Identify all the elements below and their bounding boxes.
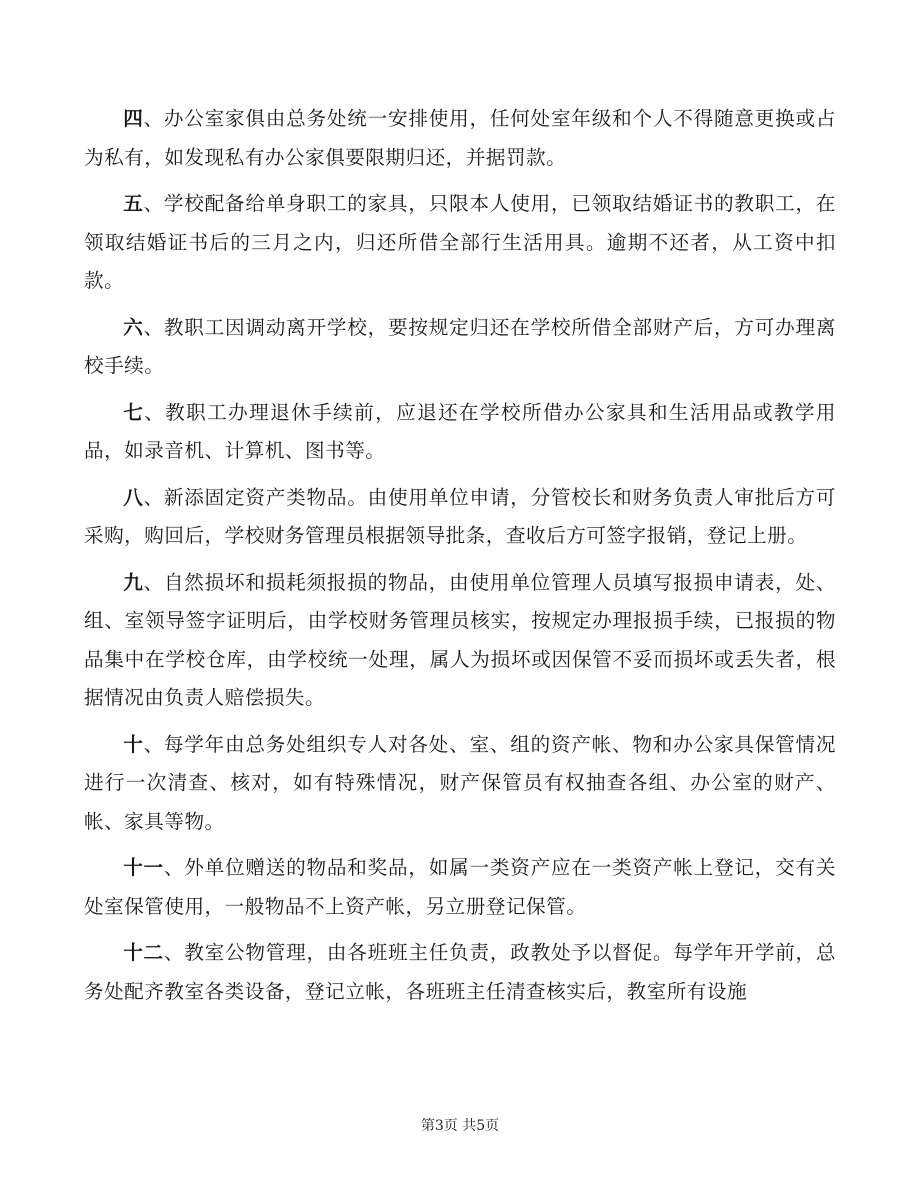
paragraph-lead: 七 (123, 400, 145, 424)
paragraph-5 (84, 185, 836, 301)
paragraph-text: 、办公室家俱由总务处统一安排使用，任何处室年级和个人不得随意更换或占为私有，如发现私有办公家俱要限期归还，并据罚款。 (84, 107, 836, 169)
paragraph-text: 、每学年由总务处组织专人对各处、室、组的资产帐、物和办公家具保管情况进行一次清查、核对，如有特殊情况，财产保管员有权抽查各组、办公室的财产、帐、家具等物。 (84, 732, 836, 833)
paragraph-lead: 四 (123, 107, 144, 130)
paragraph-7 (84, 394, 836, 471)
paragraph-text: 、教职工因调动离开学校，要按规定归还在学校所借全部财产后，方可办理离校手续。 (84, 315, 836, 377)
paragraph-lead: 五 (123, 192, 144, 215)
paragraph-lead: 九 (123, 570, 144, 594)
paragraph-text: 、外单位赠送的物品和奖品，如属一类资产应在一类资产帐上登记，交有关处室保管使用，一般物品不上资产帐，另立册登记保管。 (84, 856, 837, 918)
paragraph-lead: 十 (123, 732, 144, 756)
paragraph-6 (84, 309, 836, 386)
paragraph-text: 、教室公物管理，由各班班主任负责，政教处予以督促。每学年开学前，总务处配齐教室各类设备，登记立帐，各班班主任清查核实后，教室所有设施 (84, 941, 837, 1003)
document-body (84, 100, 836, 1019)
paragraph-lead: 六 (123, 315, 144, 339)
paragraph-text: 、教职工办理退休手续前，应退还在学校所借办公家具和生活用品或教学用品，如录音机、计算机、图书等。 (84, 400, 837, 462)
paragraph-text: 、学校配备给单身职工的家具，只限本人使用，已领取结婚证书的教职工，在领取结婚证书后的三月之内，归还所借全部行生活用具。逾期不还者，从工资中扣款。 (84, 192, 836, 292)
paragraph-11 (84, 849, 836, 926)
paragraph-lead: 十一 (123, 856, 164, 879)
paragraph-10 (84, 726, 836, 842)
paragraph-lead: 十二 (123, 941, 164, 964)
paragraph-4 (84, 100, 836, 177)
paragraph-9 (84, 564, 836, 718)
paragraph-text: 、自然损坏和损耗须报损的物品，由使用单位管理人员填写报损申请表，处、组、室领导签字证明后，由学校财务管理员核实，按规定办理报损手续，已报损的物品集中在学校仓库，由学校统一处理，属人为损坏或因保管不妥而损坏或丢失者，根据情况由负责人赔偿损失。 (84, 570, 836, 709)
paragraph-8 (84, 479, 836, 556)
paragraph-lead: 八 (123, 485, 144, 509)
paragraph-12 (84, 934, 836, 1011)
page-number-footer: 第3页 共5页 (420, 1118, 500, 1134)
paragraph-text: 、新添固定资产类物品。由使用单位申请，分管校长和财务负责人审批后方可采购，购回后，学校财务管理员根据领导批条，查收后方可签字报销，登记上册。 (84, 485, 836, 547)
